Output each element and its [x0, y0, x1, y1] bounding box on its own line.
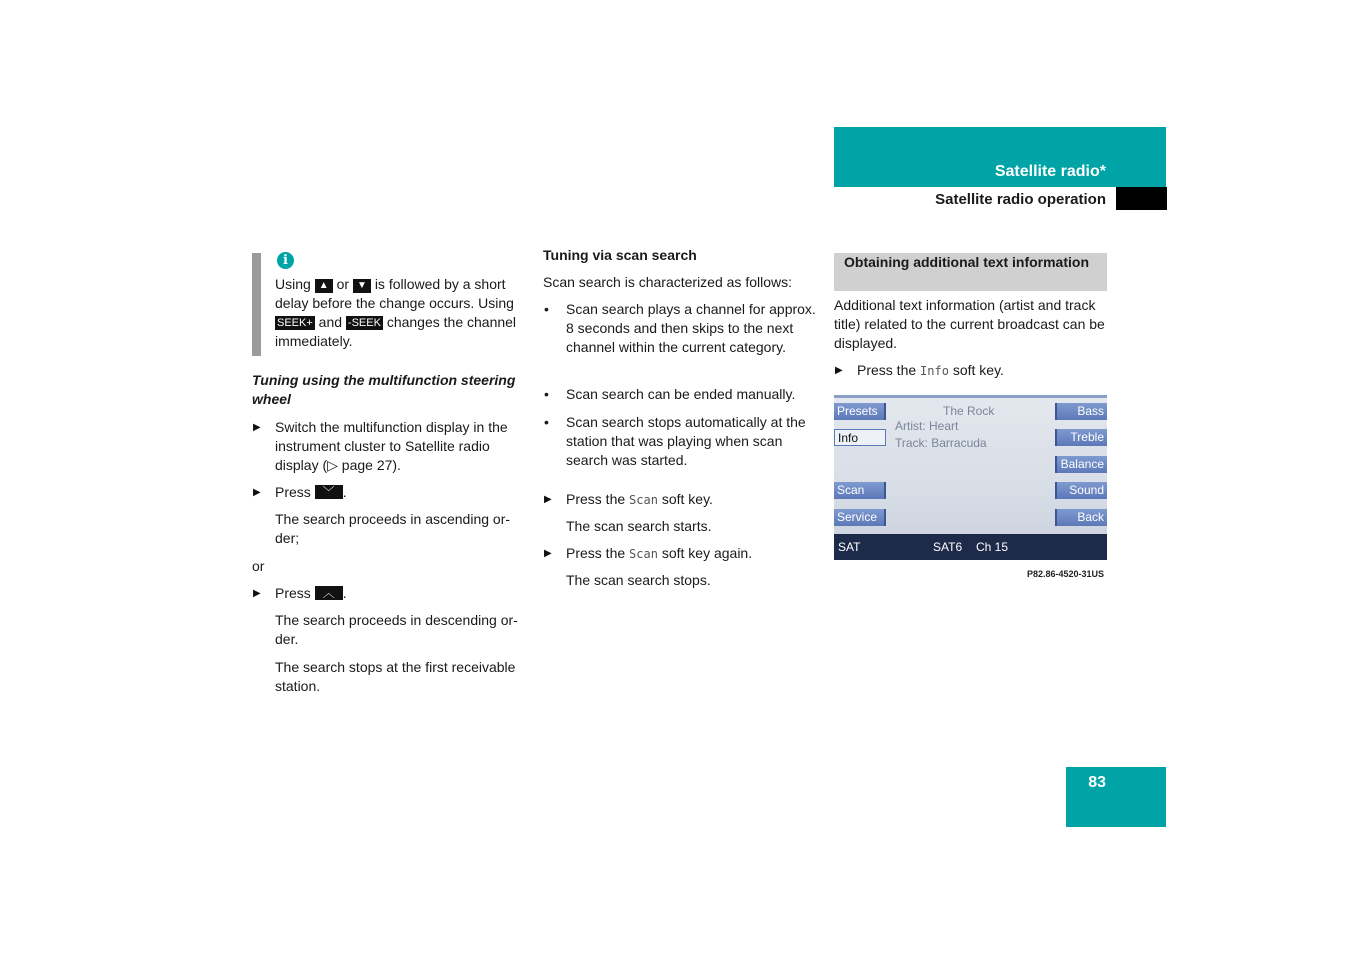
scan-softkey-label: Scan: [629, 493, 658, 507]
info-icon: i: [277, 252, 294, 269]
step-text: Press: [275, 585, 311, 601]
radio-screen-image: [834, 395, 1107, 560]
step-press-up: [253, 584, 525, 603]
bullet-text: Scan search plays a channel for approx. 8 seconds and then skips to the next channel within the current category.: [566, 301, 816, 355]
status-band: SAT6: [933, 540, 963, 554]
step-text: .: [342, 484, 347, 500]
info-text-part: or: [336, 276, 350, 292]
scan-search-intro: Scan search is characterized as follows:: [543, 274, 792, 290]
info-softkey[interactable]: Info: [834, 429, 886, 446]
header-tab-marker: [1116, 187, 1167, 210]
bullet-item: [544, 300, 816, 357]
step-arrow-icon: ▶: [544, 494, 552, 505]
step-arrow-icon: ▶: [253, 588, 261, 599]
treble-softkey[interactable]: Treble: [1055, 429, 1107, 446]
step-text: .: [342, 585, 347, 601]
step-press-scan: [544, 490, 816, 510]
step-switch-display: [253, 418, 525, 475]
bullet-item: [544, 385, 816, 404]
status-source: SAT: [838, 540, 861, 554]
step-press-scan-again: [544, 544, 816, 564]
step-text: soft key again.: [661, 545, 753, 561]
image-code: P82.86-4520-31US: [1027, 569, 1105, 579]
service-softkey[interactable]: Service: [834, 509, 886, 526]
down-arrow-key-icon: ▼: [353, 279, 371, 293]
info-text-part: changes the channel immediately.: [275, 314, 517, 349]
scan-search-heading: Tuning via scan search: [543, 247, 697, 263]
step-text: Press the: [566, 545, 626, 561]
step-press-info: [835, 361, 1107, 381]
info-text-part: Using: [275, 276, 311, 292]
seek-minus-key-icon: -SEEK: [347, 317, 381, 329]
step-text: Press the: [566, 491, 626, 507]
additional-text-heading: Obtaining additional text information: [834, 253, 1107, 291]
step-arrow-icon: ▶: [253, 487, 261, 498]
page-number-box: [1066, 767, 1166, 827]
steering-wheel-heading: Tuning using the multifunction steering wheel: [252, 372, 516, 407]
chevron-up-key-icon: ︿: [315, 586, 343, 600]
screen-top-line: [834, 395, 1107, 398]
info-text-part: and: [318, 314, 343, 330]
screen-status-bar: [834, 534, 1107, 560]
info-softkey-label: Info: [920, 364, 949, 378]
step-arrow-icon: ▶: [544, 548, 552, 559]
track-info: Track: Barracuda: [895, 436, 987, 450]
result-scan-starts: The scan search starts.: [566, 518, 712, 534]
step-text: Switch the multifunction display in the instrument cluster to Satellite radio display (▷ page 27).: [275, 419, 508, 473]
bullet-dot-icon: •: [544, 301, 549, 317]
step-text: soft key.: [661, 491, 713, 507]
result-ascending: The search proceeds in ascending or-der;: [275, 511, 511, 546]
step-arrow-icon: ▶: [253, 422, 261, 433]
step-text: Press: [275, 484, 311, 500]
section-header: [834, 127, 1166, 187]
subsection-title: Satellite radio operation: [935, 191, 1106, 208]
page-number: 83: [1088, 774, 1106, 791]
step-text: soft key.: [952, 362, 1004, 378]
station-name: The Rock: [943, 404, 995, 418]
status-channel: Ch 15: [976, 540, 1009, 554]
result-descending: The search proceeds in descending or-der.: [275, 612, 518, 647]
step-text: Press the: [857, 362, 917, 378]
additional-text-paragraph: Additional text information (artist and track title) related to the current broadcast can be displayed.: [834, 297, 1105, 351]
bass-softkey[interactable]: Bass: [1055, 403, 1107, 420]
up-arrow-key-icon: ▲: [315, 279, 333, 293]
bullet-text: Scan search can be ended manually.: [566, 386, 796, 402]
artist-info: Artist: Heart: [895, 419, 959, 433]
info-text-part: is followed by a short delay before the change occurs. Using: [275, 276, 514, 311]
bullet-dot-icon: •: [544, 386, 549, 402]
seek-plus-key-icon: SEEK+: [277, 317, 313, 329]
step-press-down: [253, 483, 525, 502]
info-note-bar: [252, 253, 261, 356]
chevron-down-key-icon: ﹀: [315, 485, 343, 499]
or-text: or: [252, 558, 265, 574]
step-arrow-icon: ▶: [835, 365, 843, 376]
bullet-text: Scan search stops automatically at the station that was playing when scan search was started.: [566, 414, 806, 468]
balance-softkey[interactable]: Balance: [1055, 456, 1107, 473]
bullet-item: [544, 413, 816, 470]
result-scan-stops: The scan search stops.: [566, 572, 711, 588]
scan-softkey-label: Scan: [629, 547, 658, 561]
back-softkey[interactable]: Back: [1055, 509, 1107, 526]
bullet-dot-icon: •: [544, 414, 549, 430]
scan-softkey[interactable]: Scan: [834, 482, 886, 499]
result-stops: The search stops at the first receivable station.: [275, 659, 516, 694]
presets-softkey[interactable]: Presets: [834, 403, 886, 420]
info-note-text: [275, 275, 525, 351]
sound-softkey[interactable]: Sound: [1055, 482, 1107, 499]
section-title: Satellite radio*: [994, 163, 1106, 180]
